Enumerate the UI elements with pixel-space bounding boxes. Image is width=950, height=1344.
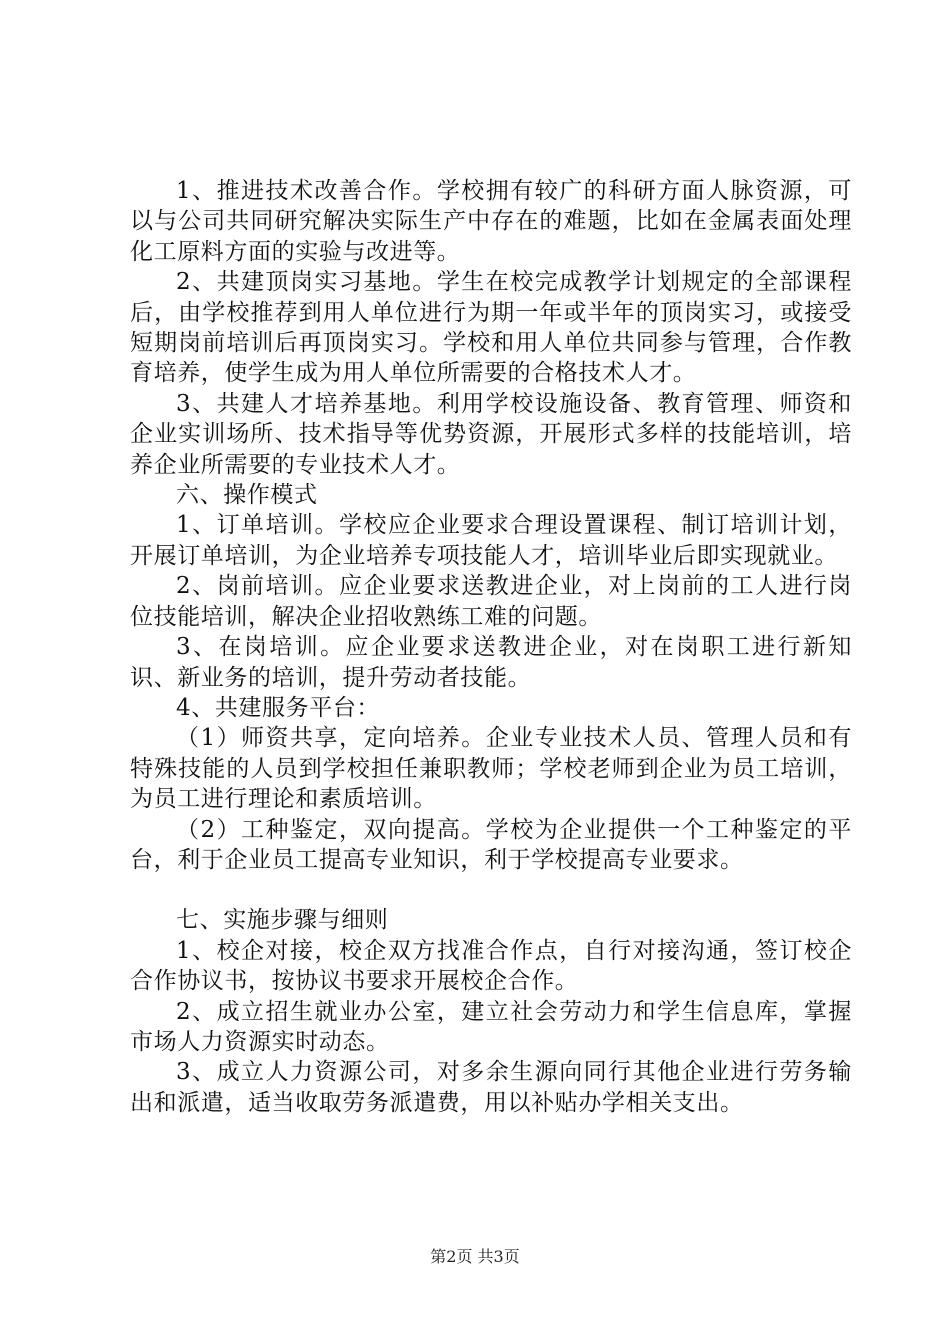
paragraph-7: 4、共建服务平台：: [176, 694, 381, 721]
paragraph-3: 3、共建人才培养基地。利用学校设施设备、教育管理、师资和企业实训场所、技术指导等优势资源，开展形式多样的技能培训，培养企业所需要的专业技术人才。: [130, 390, 852, 478]
document-body: [130, 176, 852, 1118]
paragraph-8: （1）师资共享，定向培养。企业专业技术人员、管理人员和有特殊技能的人员到学校担任兼职教师；学校老师到企业为员工培训，为员工进行理论和素质培训。: [130, 725, 852, 813]
paragraph-11: 2、成立招生就业办公室，建立社会劳动力和学生信息库，掌握市场人力资源实时动态。: [130, 998, 852, 1055]
section-heading-seven: 七、实施步骤与细则: [176, 907, 389, 934]
paragraph-5: 2、岗前培训。应企业要求送教进企业，对上岗前的工人进行岗位技能培训，解决企业招收熟练工难的问题。: [130, 573, 852, 630]
paragraph-12: 3、成立人力资源公司，对多余生源向同行其他企业进行劳务输出和派遣，适当收取劳务派遣费，用以补贴办学相关支出。: [130, 1059, 852, 1116]
paragraph-9: （2）工种鉴定，双向提高。学校为企业提供一个工种鉴定的平台，利于企业员工提高专业知识，利于学校提高专业要求。: [130, 816, 852, 873]
paragraph-2: 2、共建顶岗实习基地。学生在校完成教学计划规定的全部课程后，由学校推荐到用人单位进行为期一年或半年的顶岗实习，或接受短期岗前培训后再顶岗实习。学校和用人单位共同参与管理，合作教育培养，使学生成为用人单位所需要的合格技术人才。: [130, 269, 852, 387]
paragraph-1: 1、推进技术改善合作。学校拥有较广的科研方面人脉资源，可以与公司共同研究解决实际生产中存在的难题，比如在金属表面处理化工原料方面的实验与改进等。: [130, 178, 852, 265]
blank-line: [130, 875, 852, 905]
paragraph-6: 3、在岗培训。应企业要求送教进企业，对在岗职工进行新知识、新业务的培训，提升劳动者技能。: [130, 634, 852, 691]
paragraph-4: 1、订单培训。学校应企业要求合理设置课程、制订培训计划，开展订单培训，为企业培养专项技能人才，培训毕业后即实现就业。: [130, 512, 852, 569]
paragraph-10: 1、校企对接，校企双方找准合作点，自行对接沟通，签订校企合作协议书，按协议书要求开展校企合作。: [130, 937, 852, 995]
page-number: 第2页 共3页: [430, 1247, 520, 1266]
section-heading-six: 六、操作模式: [176, 482, 318, 509]
page-footer: [0, 1244, 950, 1267]
